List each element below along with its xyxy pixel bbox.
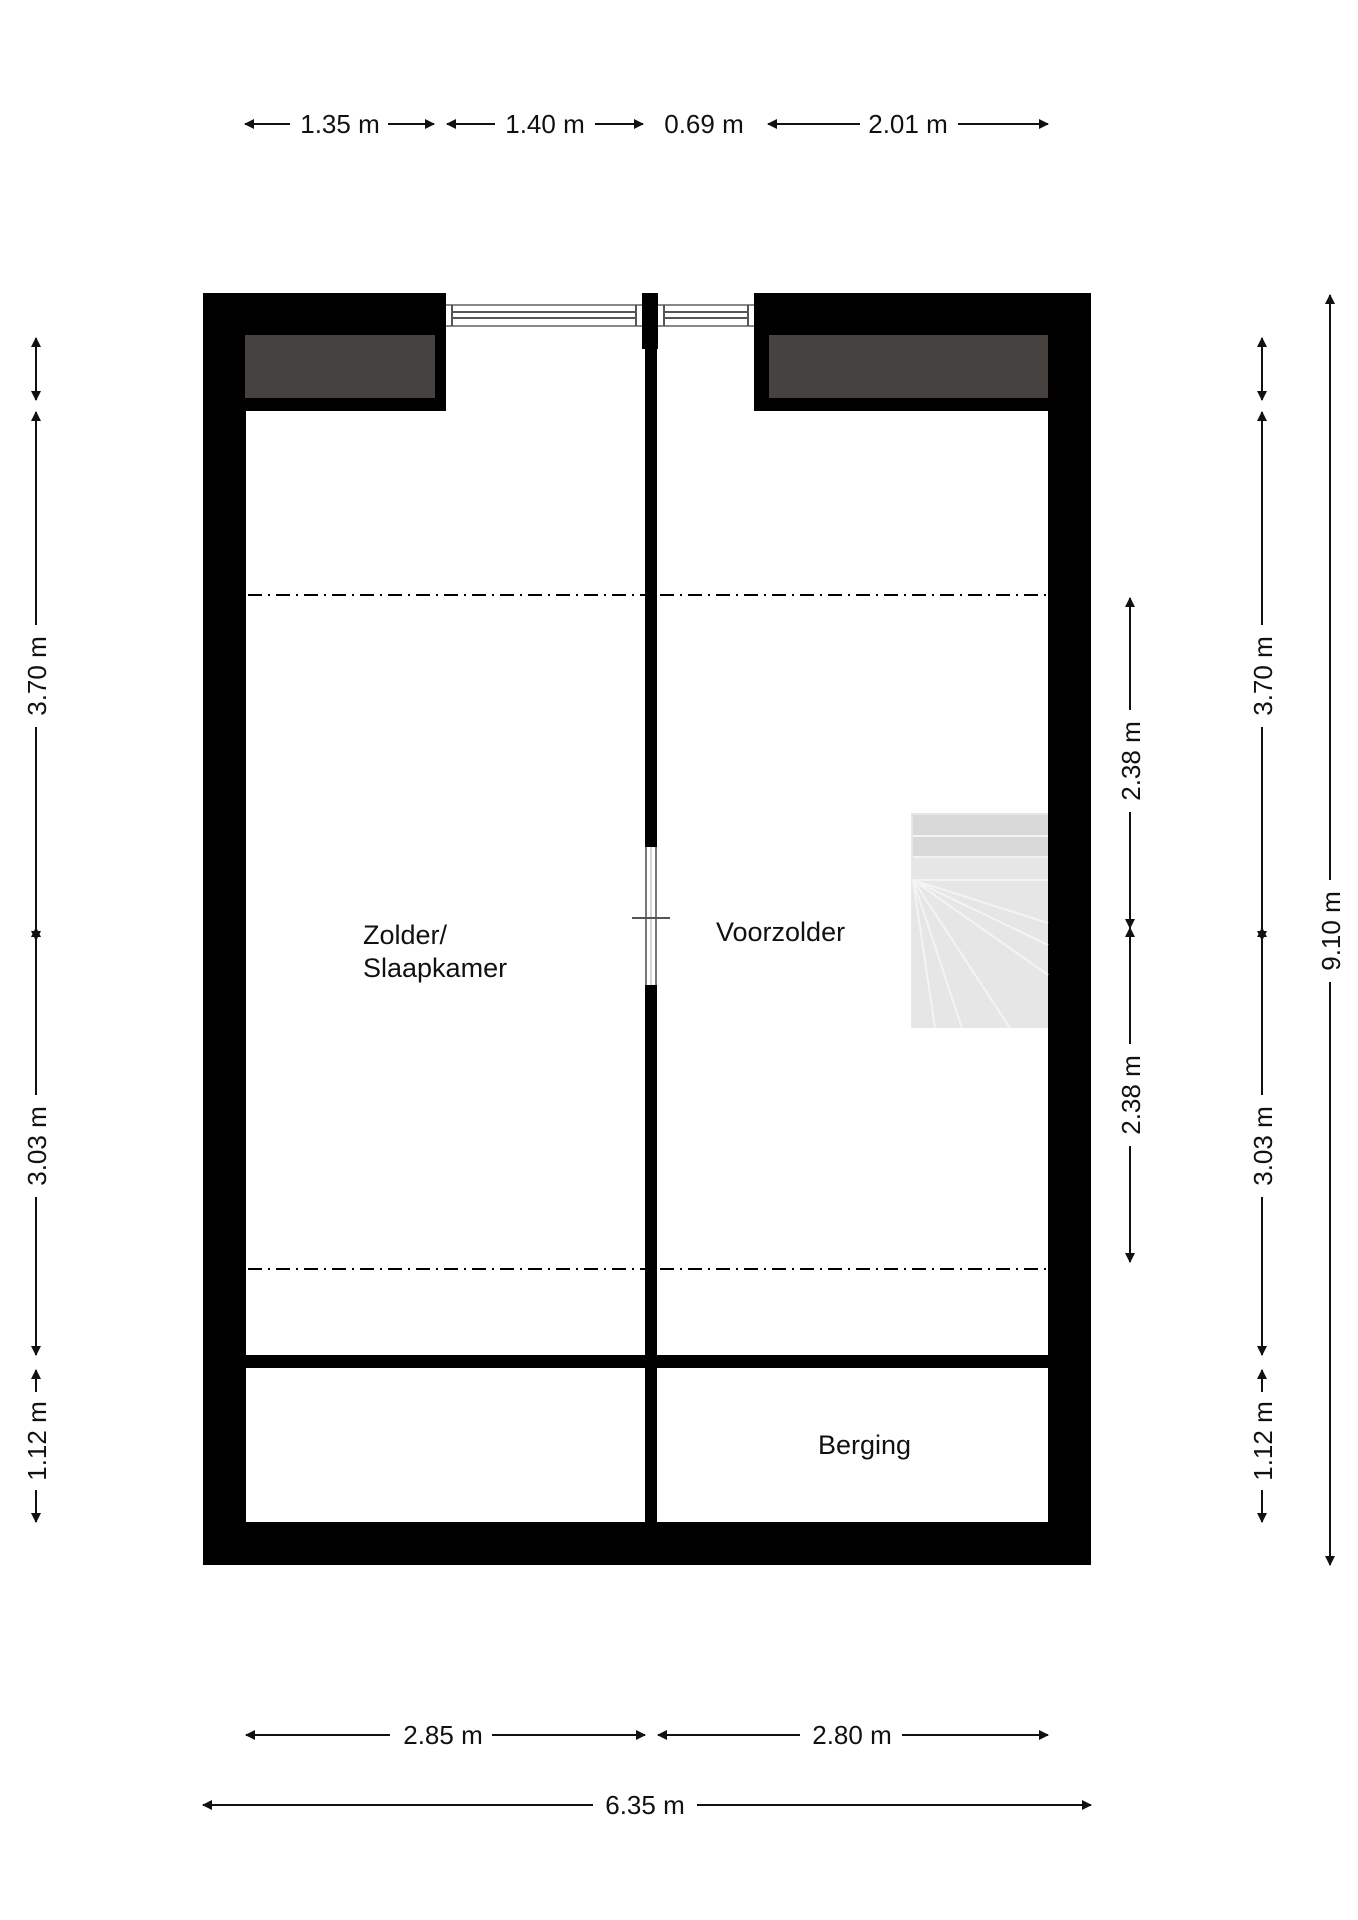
dim-bottom-2: 2.80 m	[812, 1720, 892, 1750]
dim-top-4: 2.01 m	[868, 109, 948, 139]
dim-top-3: 0.69 m	[664, 109, 744, 139]
window-right	[658, 295, 754, 335]
right-inner-dimensions	[1116, 598, 1146, 1262]
dim-left-2: 3.03 m	[22, 1106, 52, 1186]
chimney-left	[245, 335, 435, 398]
right-outer-dimensions	[1248, 295, 1346, 1565]
staircase	[911, 813, 1048, 1028]
room-voorzolder: Voorzolder	[716, 917, 846, 947]
room-zolder-line2: Slaapkamer	[363, 953, 508, 983]
dim-bottom-1: 2.85 m	[403, 1720, 483, 1750]
dim-right-inner-2: 2.38 m	[1116, 1055, 1146, 1135]
left-dimensions	[22, 338, 52, 1522]
dim-top-1: 1.35 m	[300, 109, 380, 139]
dim-top-2: 1.40 m	[505, 109, 585, 139]
dim-right-inner-1: 2.38 m	[1116, 721, 1146, 801]
storage-wall	[246, 1355, 1048, 1368]
room-berging: Berging	[818, 1430, 912, 1460]
bottom-outer-wall	[203, 1522, 1091, 1565]
left-outer-wall	[203, 293, 246, 1565]
dim-right-total: 9.10 m	[1316, 891, 1346, 971]
dim-right-outer-2: 3.03 m	[1248, 1106, 1278, 1186]
right-outer-wall	[1048, 293, 1091, 1565]
dim-bottom-total: 6.35 m	[605, 1790, 685, 1820]
center-wall-lower	[645, 985, 657, 1522]
window-left	[446, 295, 642, 335]
room-zolder-line1: Zolder/	[363, 920, 448, 950]
chimney-right	[769, 335, 1048, 398]
door-opening	[632, 847, 670, 985]
dim-left-3: 1.12 m	[22, 1401, 52, 1481]
top-dimensions	[245, 109, 1048, 139]
center-wall-upper	[645, 335, 657, 847]
dim-right-outer-1: 3.70 m	[1248, 636, 1278, 716]
bottom-dimensions	[203, 1720, 1091, 1820]
dim-left-1: 3.70 m	[22, 636, 52, 716]
dim-right-outer-3: 1.12 m	[1248, 1401, 1278, 1481]
